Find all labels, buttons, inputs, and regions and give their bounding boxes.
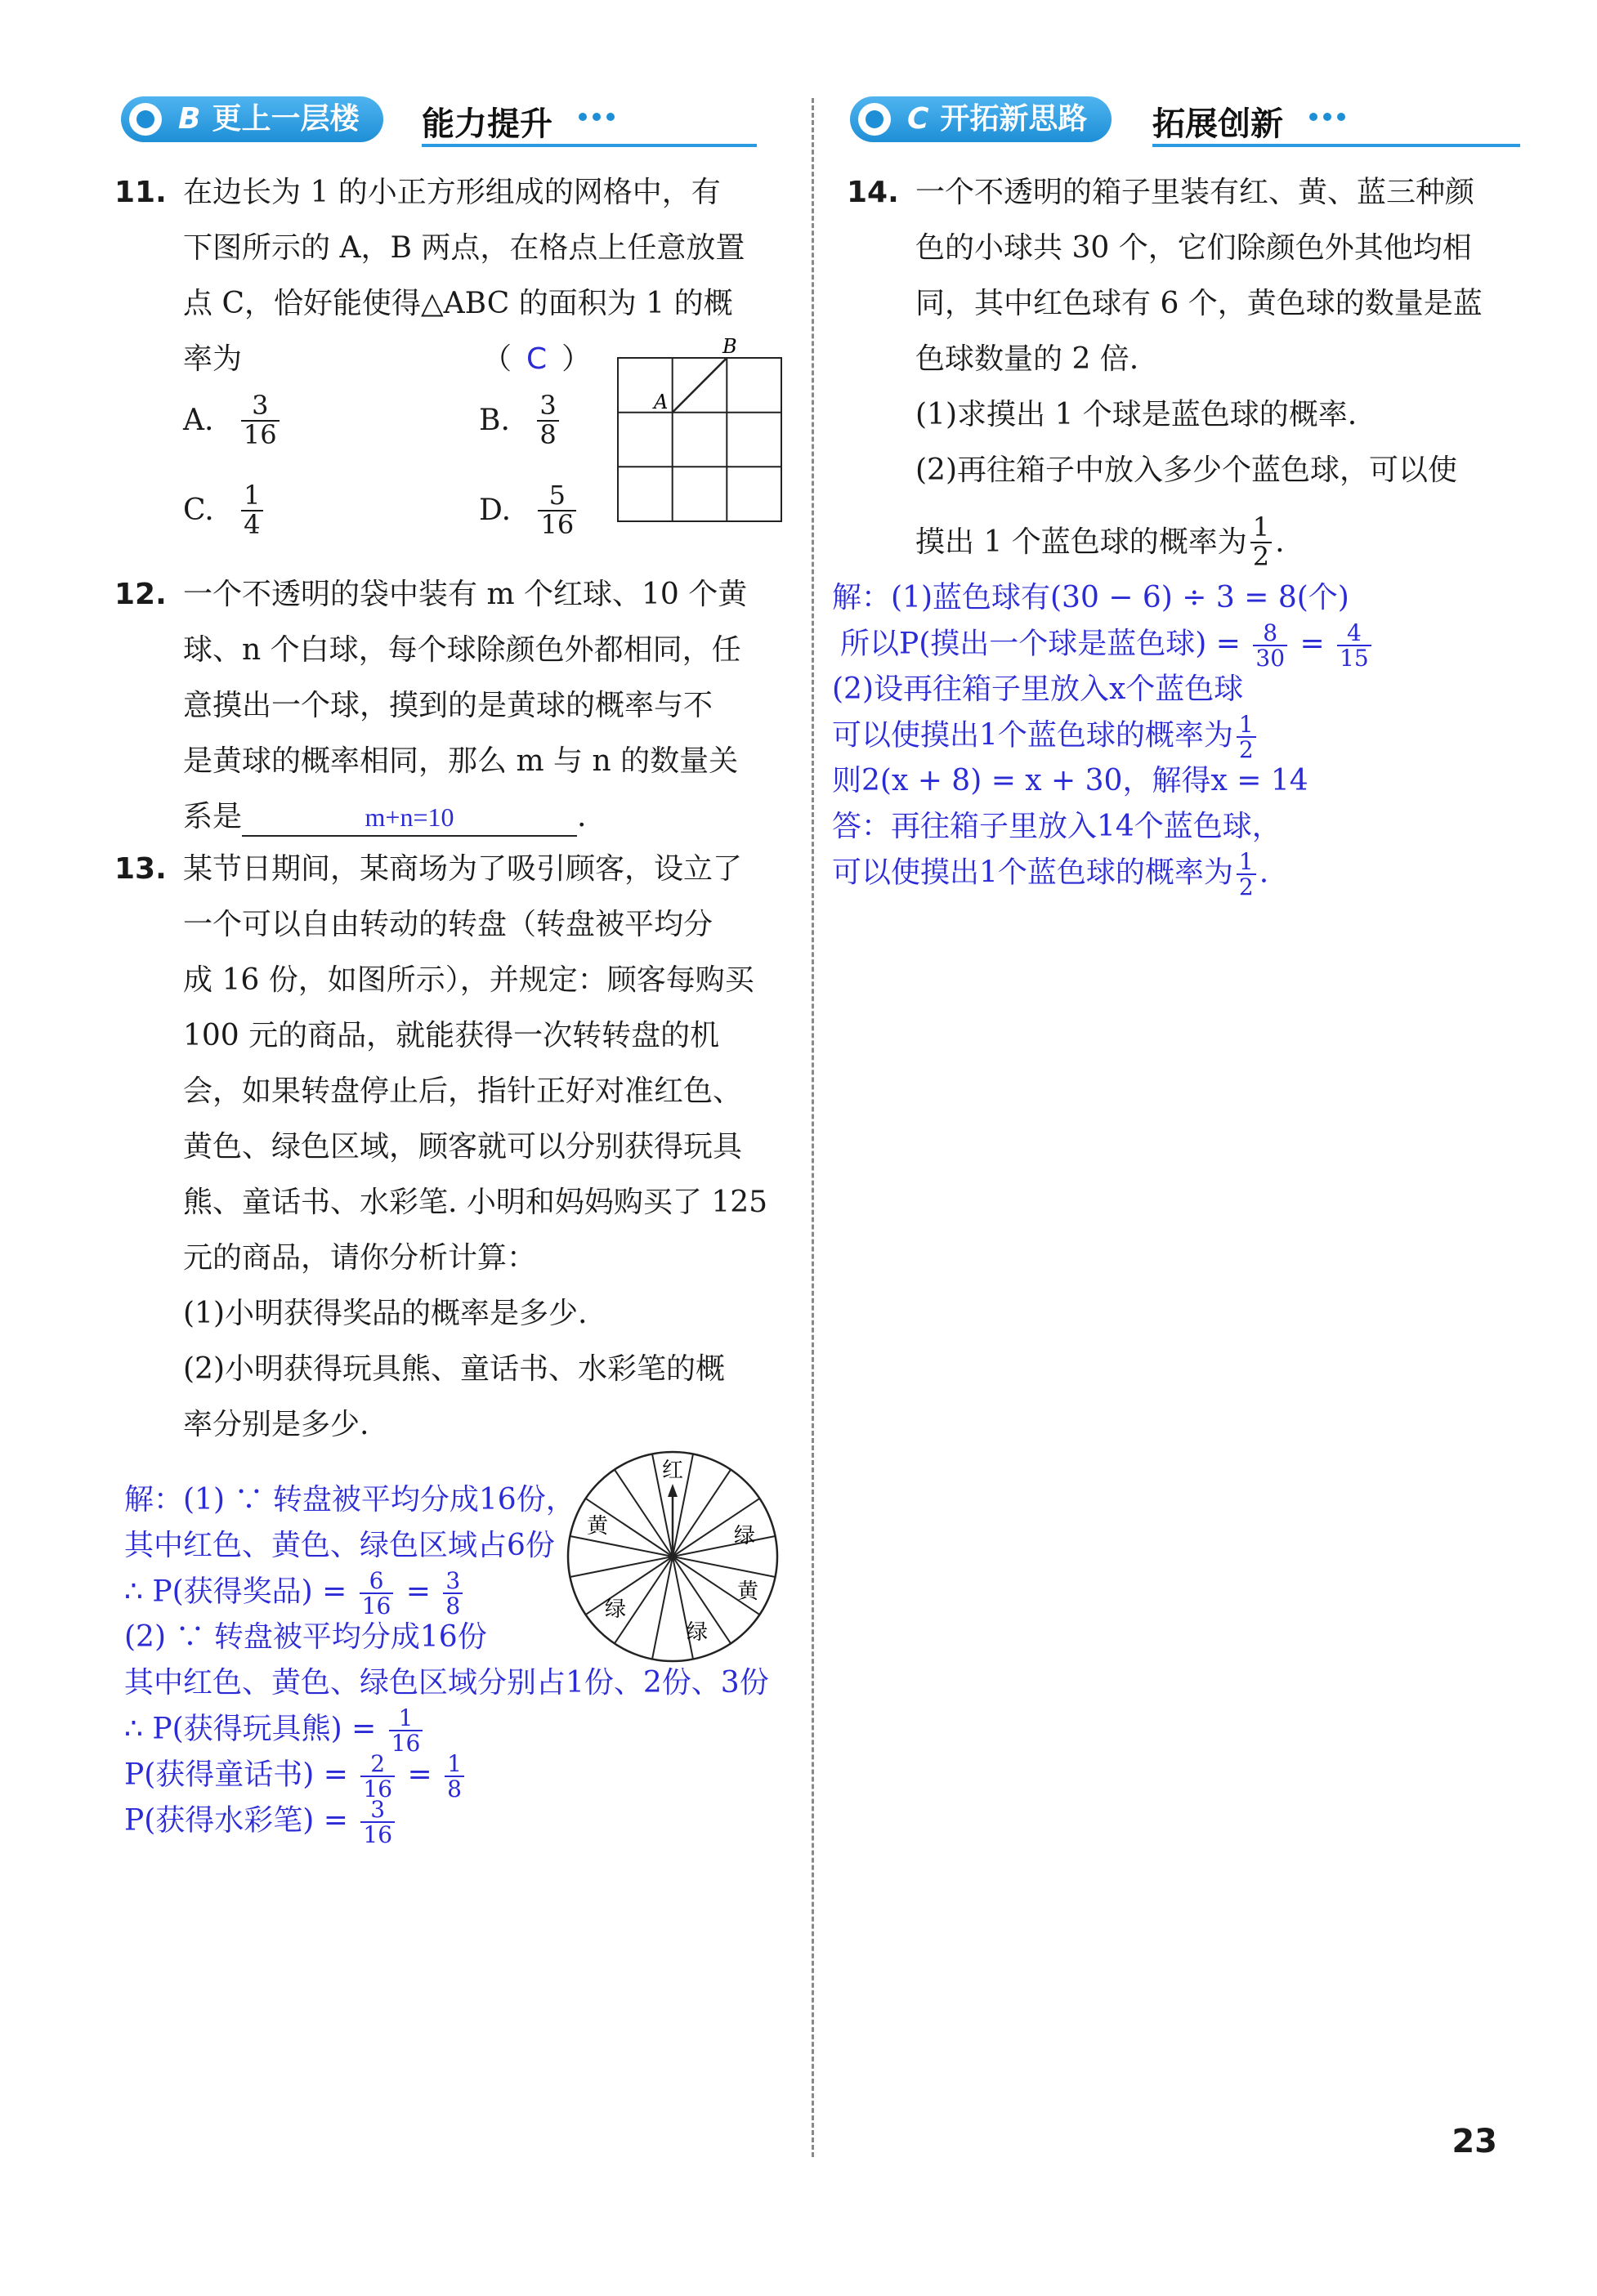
section-c-letter: C: [907, 102, 929, 136]
option-a-label: A.: [183, 404, 214, 438]
q13-solution-line-3: ∴ P(获得奖品) = $\frac{6}{16}$ = $\frac{3}{8}$: [124, 1569, 466, 1619]
question-12-suffix: .: [577, 800, 587, 833]
page-number: 23: [1452, 2123, 1497, 2160]
question-11-line-3: 点 C，恰好能使得△ABC 的面积为 1 的概: [183, 287, 733, 320]
question-12-line-3: 意摸出一个球，摸到的是黄球的概率与不: [183, 689, 714, 722]
q14-solution-line-1: 解：(1)蓝色球有(30 − 6) ÷ 3 = 8(个): [832, 581, 1349, 614]
question-14-line-2: 色的小球共 30 个，它们除颜色外其他均相: [915, 231, 1472, 265]
question-11-line-4: 率为: [183, 342, 243, 376]
question-14-line-1: 一个不透明的箱子里装有红、黄、蓝三种颜: [915, 176, 1475, 209]
question-13-line-1: 某节日期间，某商场为了吸引顾客，设立了: [183, 852, 743, 886]
option-a: [183, 392, 283, 449]
question-13-line-7: 熊、童话书、水彩笔. 小明和妈妈购买了 125: [183, 1186, 768, 1219]
question-13-line-8: 元的商品，请你分析计算：: [183, 1241, 537, 1275]
question-13-number: 13.: [114, 852, 167, 886]
section-b-badge: [121, 96, 383, 142]
question-13-sub-2-cont: 率分别是多少.: [183, 1408, 369, 1441]
question-11-line-1: 在边长为 1 的小正方形组成的网格中，有: [183, 176, 721, 209]
q14-solution-line-4: 可以使摸出1个蓝色球的概率为 $\frac{1}{2}$: [832, 712, 1259, 762]
section-b-underline: [422, 144, 757, 147]
wheel-label-green-2: 绿: [605, 1597, 627, 1622]
option-c-fraction: $\frac{1}{4}$: [241, 482, 262, 538]
question-13-sub-1: (1)小明获得奖品的概率是多少.: [183, 1297, 588, 1330]
wheel-label-yellow-2: 黄: [737, 1579, 759, 1604]
q13-solution-line-1: 解：(1) ∵ 转盘被平均分成16份，: [124, 1483, 575, 1517]
fraction: $\frac{8}{30}$: [1253, 621, 1287, 671]
question-13-line-3: 成 16 份，如图所示），并规定：顾客每购买: [183, 963, 754, 997]
question-14-line-3: 同，其中红色球有 6 个，黄色球的数量是蓝: [915, 287, 1483, 320]
pointer-arrow-head: [668, 1484, 678, 1497]
wheel-label-yellow-1: 黄: [587, 1514, 609, 1539]
option-d: [479, 482, 579, 538]
fraction: $\frac{3}{16}$: [360, 1798, 395, 1847]
question-14-number: 14.: [847, 176, 899, 209]
question-12-answer-blank: m+n=10: [242, 799, 577, 837]
question-12-number: 12.: [114, 578, 167, 611]
question-14-sub-1: (1)求摸出 1 个球是蓝色球的概率.: [915, 398, 1358, 431]
fraction: $\frac{1}{2}$: [1250, 514, 1272, 570]
question-13-line-5: 会，如果转盘停止后，指针正好对准红色、: [183, 1074, 743, 1108]
question-11-line-2: 下图所示的 A，B 两点，在格点上任意放置: [183, 231, 745, 265]
dots-icon: [579, 113, 620, 121]
option-d-fraction: $\frac{5}{16}$: [538, 482, 576, 538]
option-a-fraction: $\frac{3}{16}$: [241, 392, 280, 449]
wheel-label-red: 红: [662, 1458, 684, 1483]
option-b-label: B.: [479, 404, 510, 438]
section-c-underline: [1152, 144, 1520, 147]
question-11-answer: C: [526, 342, 548, 376]
section-b-title: 能力提升: [422, 105, 552, 143]
fraction: $\frac{1}{16}$: [389, 1706, 423, 1756]
section-b-letter: B: [178, 102, 201, 136]
wheel-label-green-1: 绿: [734, 1524, 756, 1548]
section-c-badge: [850, 96, 1112, 142]
grid-figure: [611, 335, 791, 531]
section-c-title: 拓展创新: [1152, 105, 1283, 143]
question-12-line-4: 是黄球的概率相同，那么 m 与 n 的数量关: [183, 744, 739, 778]
q13-solution-line-2: 其中红色、黄色、绿色区域占6份: [124, 1529, 555, 1562]
dots-icon: [1309, 113, 1351, 121]
question-14-line-4: 色球数量的 2 倍.: [915, 342, 1139, 376]
fraction: $\frac{4}{15}$: [1337, 621, 1371, 671]
question-12-line-2: 球、n 个白球，每个球除颜色外都相同，任: [183, 633, 741, 667]
paren-open: （: [482, 342, 512, 376]
section-c-header: [850, 96, 1487, 149]
question-13-sub-2: (2)小明获得玩具熊、童话书、水彩笔的概: [183, 1352, 725, 1386]
fraction: $\frac{3}{8}$: [443, 1569, 463, 1619]
question-13-line-6: 黄色、绿色区域，顾客就可以分别获得玩具: [183, 1130, 743, 1164]
section-c-badge-text: 开拓新思路: [940, 102, 1088, 136]
fraction: $\frac{1}{2}$: [1237, 850, 1256, 900]
question-12-prefix: 系是: [183, 800, 243, 833]
q14-solution-line-7: 可以使摸出1个蓝色球的概率为 $\frac{1}{2}$ .: [832, 848, 1269, 901]
q14-solution-line-3: (2)设再往箱子里放入x个蓝色球: [832, 672, 1244, 706]
wheel-label-green-3: 绿: [687, 1620, 709, 1645]
badge-circle-icon: [129, 103, 162, 136]
fraction: $\frac{6}{16}$: [360, 1569, 394, 1619]
option-d-label: D.: [479, 494, 512, 528]
question-11-answer-paren: [482, 332, 591, 387]
fraction: $\frac{1}{8}$: [445, 1752, 464, 1802]
question-12-line-1: 一个不透明的袋中装有 m 个红球、10 个黄: [183, 578, 748, 611]
question-13-line-4: 100 元的商品，就能获得一次转转盘的机: [183, 1019, 720, 1052]
question-11-number: 11.: [114, 176, 167, 209]
column-divider: [812, 98, 814, 2157]
q14-solution-line-5: 则2(x + 8) = x + 30，解得x = 14: [832, 764, 1308, 797]
section-b-header: [121, 96, 758, 149]
question-12-line-5: [183, 789, 586, 845]
option-c-label: C.: [183, 494, 214, 528]
q13-solution-line-7: P(获得童话书) = $\frac{2}{16}$ = $\frac{1}{8}$: [124, 1752, 467, 1802]
fraction: $\frac{2}{16}$: [360, 1752, 395, 1802]
point-a-label: A: [654, 391, 669, 413]
option-b: [479, 392, 562, 449]
paren-close: ）: [561, 342, 592, 376]
q13-solution-line-8: P(获得水彩笔) = $\frac{3}{16}$: [124, 1798, 398, 1847]
spinner-wheel: [562, 1446, 783, 1667]
option-c: [183, 482, 266, 538]
q14-solution-line-6: 答：再往箱子里放入14个蓝色球，: [832, 810, 1282, 843]
fraction: $\frac{1}{2}$: [1237, 712, 1256, 762]
option-b-fraction: $\frac{3}{8}$: [537, 392, 558, 449]
badge-circle-icon: [858, 103, 891, 136]
question-14-sub-2-cont: 摸出 1 个蓝色球的概率为 $\frac{1}{2}$ .: [915, 511, 1285, 572]
section-b-badge-text: 更上一层楼: [212, 102, 360, 136]
q13-solution-line-4: (2) ∵ 转盘被平均分成16份: [124, 1620, 487, 1654]
question-14-sub-2: (2)再往箱子中放入多少个蓝色球，可以使: [915, 453, 1457, 487]
q13-solution-line-6: ∴ P(获得玩具熊) = $\frac{1}{16}$: [124, 1706, 426, 1756]
q14-solution-line-2: 所以P(摸出一个球是蓝色球) = $\frac{8}{30}$ = $\frac{4}{15}$: [840, 621, 1375, 671]
point-b-label: B: [722, 335, 737, 358]
question-13-line-2: 一个可以自由转动的转盘（转盘被平均分: [183, 908, 714, 941]
q13-solution-line-5: 其中红色、黄色、绿色区域分别占1份、2份、3份: [124, 1666, 769, 1700]
